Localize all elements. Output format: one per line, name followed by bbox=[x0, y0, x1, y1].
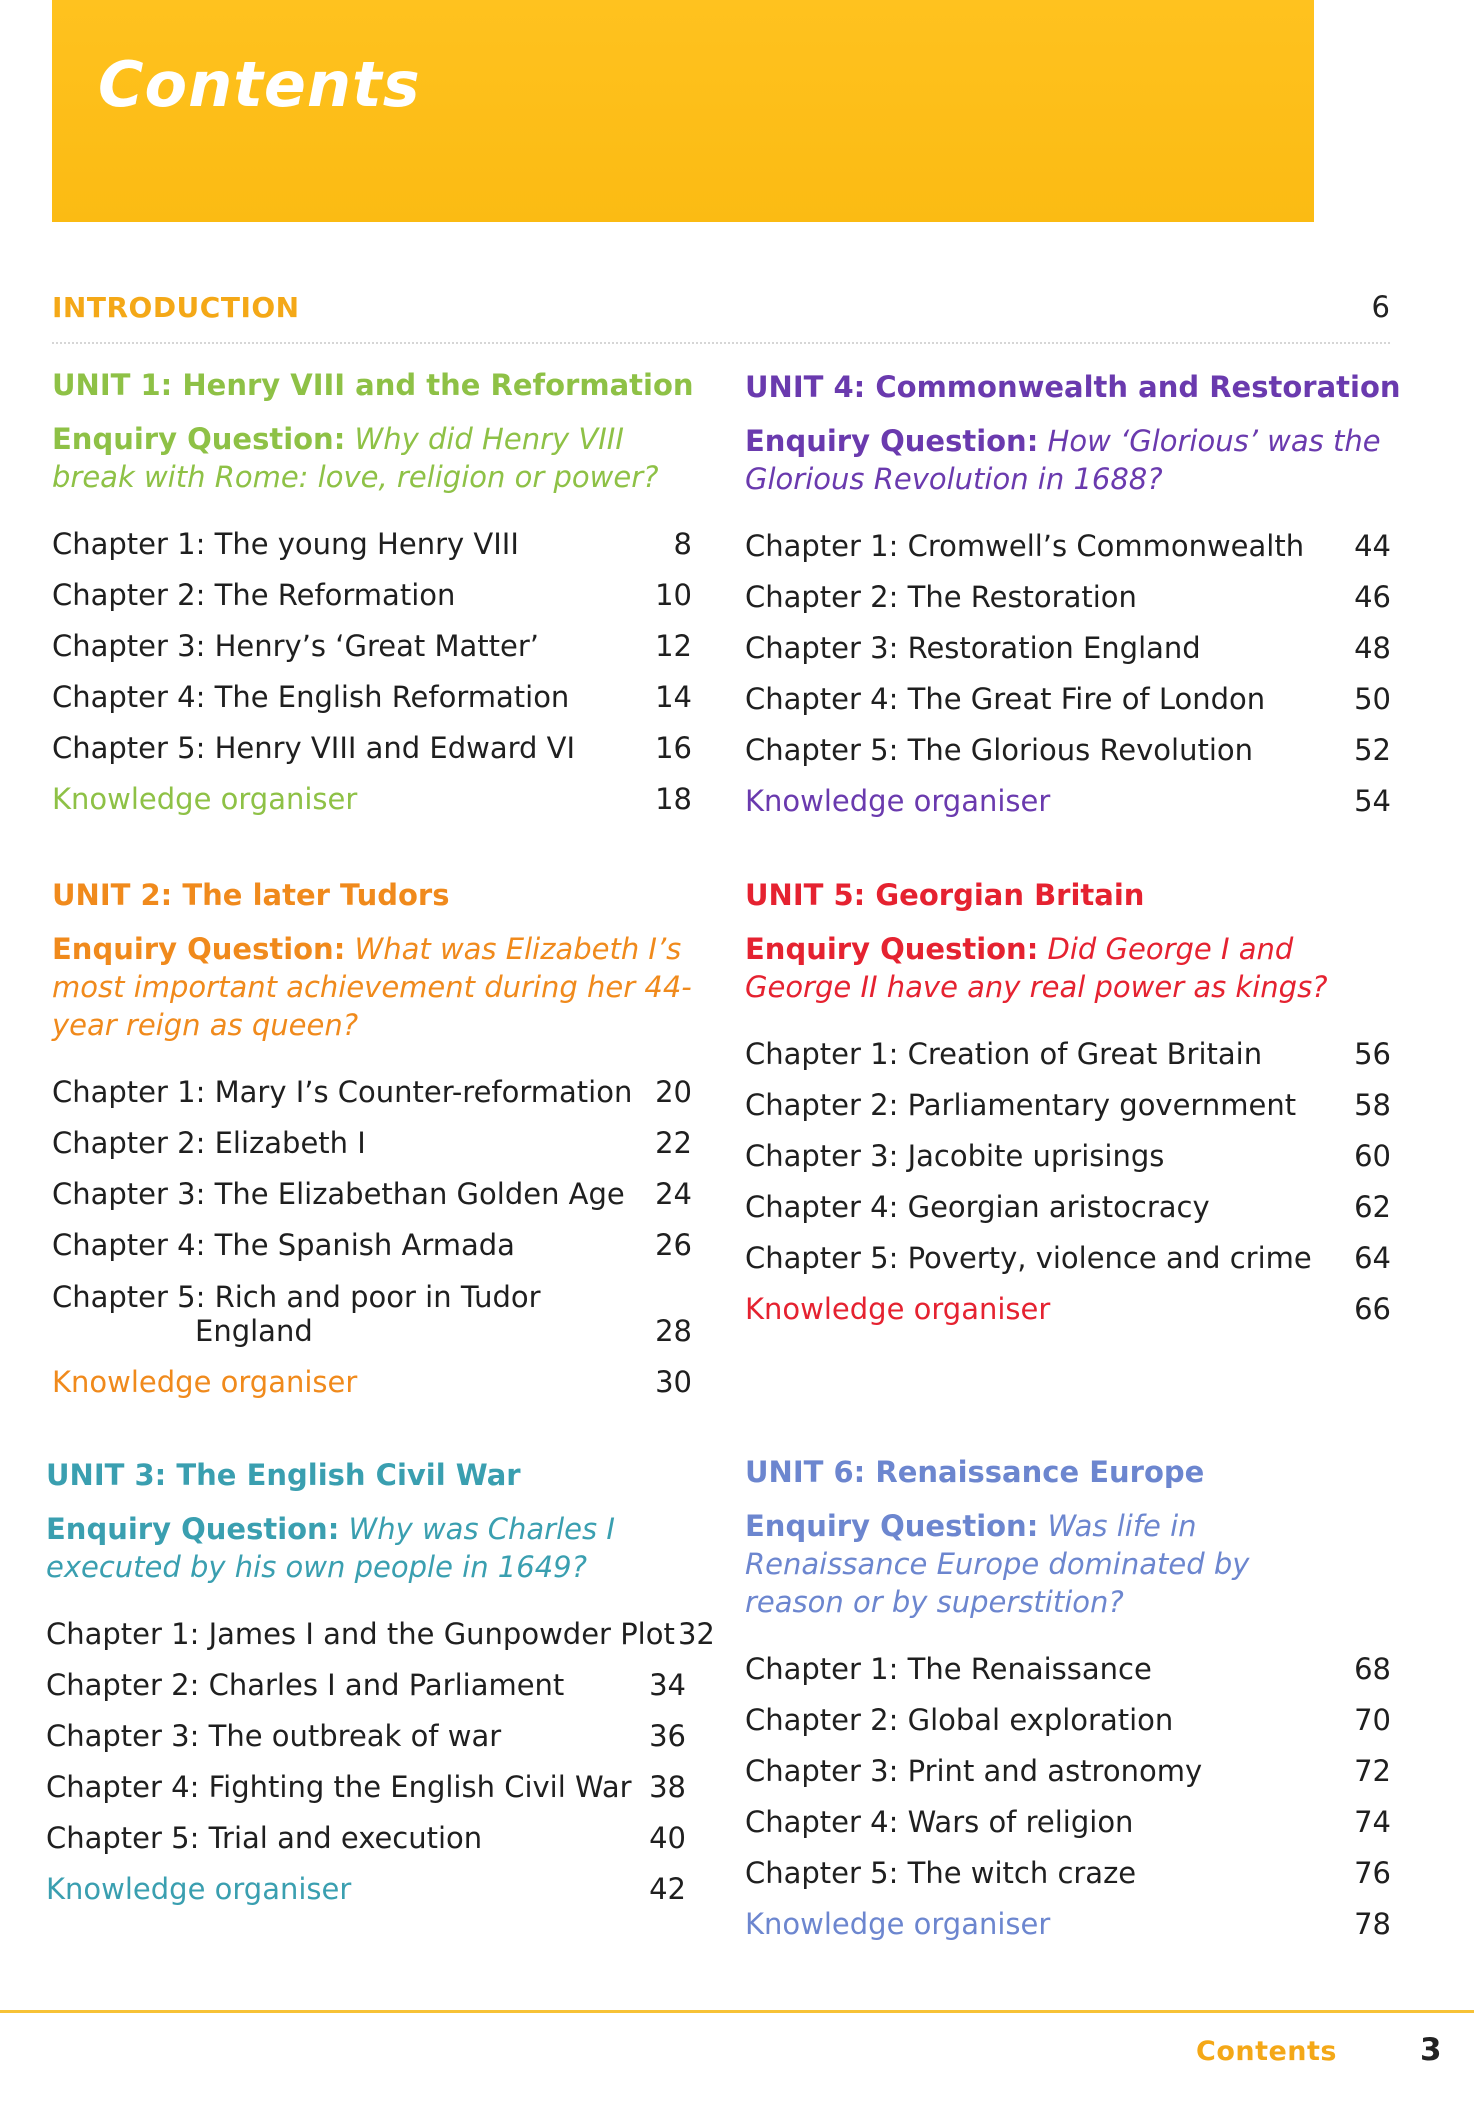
knowledge-organiser-row[interactable] bbox=[745, 1275, 1391, 1326]
knowledge-organiser-page: 66 bbox=[1354, 1292, 1391, 1326]
chapter-title: Chapter 3: The outbreak of war bbox=[46, 1719, 502, 1753]
knowledge-organiser-label: Knowledge organiser bbox=[745, 784, 1051, 818]
enquiry-text: Why did Henry VIII break with Rome: love, religion or power? bbox=[52, 422, 659, 494]
chapter-page: 24 bbox=[655, 1177, 692, 1211]
enquiry-text: Why was Charles I executed by his own people in 1649? bbox=[46, 1512, 615, 1584]
chapter-title: Chapter 1: Mary I’s Counter-reformation bbox=[52, 1075, 633, 1109]
enquiry-question bbox=[745, 1507, 1265, 1621]
chapter-row[interactable] bbox=[46, 1702, 686, 1753]
chapter-title: Chapter 2: Charles I and Parliament bbox=[46, 1668, 565, 1702]
chapter-page: 40 bbox=[649, 1821, 686, 1855]
knowledge-organiser-row[interactable] bbox=[745, 1890, 1391, 1941]
chapter-title: Chapter 2: Global exploration bbox=[745, 1703, 1174, 1737]
unit-title: The later Tudors bbox=[182, 878, 450, 912]
chapter-title-line1: Chapter 5: Rich and poor in Tudor bbox=[52, 1280, 541, 1314]
unit-heading bbox=[745, 370, 1401, 404]
chapter-page: 26 bbox=[655, 1228, 692, 1262]
chapter-row[interactable] bbox=[52, 663, 692, 714]
chapter-title: Chapter 5: Henry VIII and Edward VI bbox=[52, 731, 576, 765]
enquiry-label: Enquiry Question: bbox=[745, 424, 1039, 458]
chapter-page: 68 bbox=[1354, 1652, 1391, 1686]
unit-number: UNIT 1: bbox=[52, 368, 173, 402]
unit-heading bbox=[745, 878, 1391, 912]
unit-5-section bbox=[745, 878, 1391, 1326]
chapter-page: 50 bbox=[1354, 682, 1391, 716]
knowledge-organiser-label: Knowledge organiser bbox=[745, 1292, 1051, 1326]
chapter-row[interactable] bbox=[52, 1211, 692, 1262]
unit-number: UNIT 3: bbox=[46, 1458, 167, 1492]
knowledge-organiser-row[interactable] bbox=[52, 765, 692, 816]
chapter-title: Chapter 4: Wars of religion bbox=[745, 1805, 1134, 1839]
chapter-row[interactable] bbox=[52, 714, 692, 765]
unit-2-section bbox=[52, 878, 692, 1399]
unit-heading bbox=[52, 368, 692, 402]
chapter-row[interactable] bbox=[52, 510, 692, 561]
chapter-page: 36 bbox=[649, 1719, 686, 1753]
chapter-row[interactable] bbox=[745, 1686, 1391, 1737]
chapter-row[interactable] bbox=[52, 612, 692, 663]
chapter-page: 46 bbox=[1354, 580, 1391, 614]
chapter-row[interactable] bbox=[52, 1160, 692, 1211]
chapter-row[interactable] bbox=[46, 1651, 686, 1702]
chapter-title: Chapter 2: The Reformation bbox=[52, 578, 456, 612]
chapter-page: 14 bbox=[655, 680, 692, 714]
unit-number: UNIT 6: bbox=[745, 1455, 866, 1489]
knowledge-organiser-label: Knowledge organiser bbox=[52, 782, 358, 816]
chapter-row[interactable] bbox=[745, 1122, 1391, 1173]
knowledge-organiser-row[interactable] bbox=[745, 767, 1391, 818]
chapter-row[interactable] bbox=[745, 1839, 1391, 1890]
chapter-title: Chapter 4: Georgian aristocracy bbox=[745, 1190, 1210, 1224]
chapter-title: Chapter 2: Parliamentary government bbox=[745, 1088, 1297, 1122]
chapter-title: Chapter 5: The witch craze bbox=[745, 1856, 1137, 1890]
page-number: 3 bbox=[1420, 2032, 1442, 2068]
chapter-row[interactable] bbox=[52, 1109, 692, 1160]
chapter-title: Chapter 1: Cromwell’s Commonwealth bbox=[745, 529, 1305, 563]
chapter-page: 10 bbox=[655, 578, 692, 612]
chapter-page: 28 bbox=[655, 1314, 692, 1348]
chapter-page: 44 bbox=[1354, 529, 1391, 563]
enquiry-label: Enquiry Question: bbox=[52, 422, 346, 456]
knowledge-organiser-page: 42 bbox=[649, 1872, 686, 1906]
enquiry-label: Enquiry Question: bbox=[745, 932, 1039, 966]
enquiry-question bbox=[46, 1510, 686, 1586]
chapter-title: Chapter 1: Creation of Great Britain bbox=[745, 1037, 1263, 1071]
chapter-page: 32 bbox=[677, 1617, 715, 1651]
chapter-title: Chapter 5: Trial and execution bbox=[46, 1821, 483, 1855]
chapter-row[interactable] bbox=[745, 563, 1391, 614]
unit-title: Henry VIII and the Reformation bbox=[182, 368, 694, 402]
chapter-page: 62 bbox=[1354, 1190, 1391, 1224]
chapter-page: 56 bbox=[1354, 1037, 1391, 1071]
chapter-title: Chapter 3: Print and astronomy bbox=[745, 1754, 1203, 1788]
chapter-row[interactable] bbox=[745, 1071, 1391, 1122]
chapter-title: Chapter 1: The Renaissance bbox=[745, 1652, 1152, 1686]
chapter-page: 12 bbox=[655, 629, 692, 663]
unit-1-section bbox=[52, 368, 692, 816]
unit-title: Georgian Britain bbox=[875, 878, 1145, 912]
chapter-title: Chapter 4: Fighting the English Civil War bbox=[46, 1770, 632, 1804]
knowledge-organiser-label: Knowledge organiser bbox=[46, 1872, 352, 1906]
dotted-divider bbox=[52, 342, 1390, 344]
introduction-row[interactable] bbox=[52, 290, 1390, 324]
unit-number: UNIT 2: bbox=[52, 878, 173, 912]
unit-title: The English Civil War bbox=[176, 1458, 521, 1492]
chapter-row[interactable] bbox=[52, 561, 692, 612]
chapter-row[interactable] bbox=[745, 1737, 1391, 1788]
unit-number: UNIT 5: bbox=[745, 878, 866, 912]
knowledge-organiser-page: 30 bbox=[655, 1365, 692, 1399]
introduction-page: 6 bbox=[1371, 290, 1390, 324]
knowledge-organiser-label: Knowledge organiser bbox=[52, 1365, 358, 1399]
chapter-title: Chapter 4: The Spanish Armada bbox=[52, 1228, 515, 1262]
chapter-row[interactable] bbox=[745, 1635, 1391, 1686]
enquiry-label: Enquiry Question: bbox=[745, 1509, 1039, 1543]
chapter-page: 64 bbox=[1354, 1241, 1391, 1275]
enquiry-text: Was life in Renaissance Europe dominated by reason or by superstition? bbox=[745, 1509, 1250, 1619]
chapter-title: Chapter 3: The Elizabethan Golden Age bbox=[52, 1177, 625, 1211]
unit-heading bbox=[52, 878, 692, 912]
knowledge-organiser-page: 54 bbox=[1354, 784, 1391, 818]
footer-rule bbox=[0, 2010, 1474, 2013]
chapter-page: 58 bbox=[1354, 1088, 1391, 1122]
chapter-page: 34 bbox=[649, 1668, 686, 1702]
chapter-row[interactable] bbox=[745, 512, 1391, 563]
chapter-row[interactable] bbox=[745, 1224, 1391, 1275]
chapter-row[interactable] bbox=[745, 1020, 1391, 1071]
chapter-title: Chapter 4: The English Reformation bbox=[52, 680, 570, 714]
chapter-row[interactable] bbox=[52, 1058, 692, 1109]
chapter-title: Chapter 5: Poverty, violence and crime bbox=[745, 1241, 1312, 1275]
chapter-page: 20 bbox=[655, 1075, 692, 1109]
enquiry-question bbox=[52, 930, 692, 1044]
chapter-title bbox=[52, 1280, 612, 1348]
enquiry-question bbox=[745, 422, 1391, 498]
chapter-title: Chapter 1: The young Henry VIII bbox=[52, 527, 519, 561]
chapter-title: Chapter 2: Elizabeth I bbox=[52, 1126, 366, 1160]
knowledge-organiser-row[interactable] bbox=[46, 1855, 686, 1906]
enquiry-label: Enquiry Question: bbox=[52, 932, 346, 966]
unit-heading bbox=[46, 1458, 686, 1492]
enquiry-text: How ‘Glorious’ was the Glorious Revolution in 1688? bbox=[745, 424, 1381, 496]
chapter-title: Chapter 3: Restoration England bbox=[745, 631, 1201, 665]
chapter-title: Chapter 3: Henry’s ‘Great Matter’ bbox=[52, 629, 539, 663]
enquiry-text: Did George I and George II have any real power as kings? bbox=[745, 932, 1328, 1004]
chapter-title: Chapter 3: Jacobite uprisings bbox=[745, 1139, 1165, 1173]
chapter-page: 22 bbox=[655, 1126, 692, 1160]
unit-3-section bbox=[46, 1458, 715, 1906]
chapter-row[interactable] bbox=[46, 1804, 686, 1855]
chapter-row[interactable] bbox=[745, 1173, 1391, 1224]
chapter-page: 60 bbox=[1354, 1139, 1391, 1173]
introduction-label: INTRODUCTION bbox=[52, 291, 300, 324]
enquiry-label: Enquiry Question: bbox=[46, 1512, 340, 1546]
chapter-page: 70 bbox=[1354, 1703, 1391, 1737]
chapter-row[interactable] bbox=[745, 614, 1391, 665]
chapter-page: 72 bbox=[1354, 1754, 1391, 1788]
enquiry-question bbox=[745, 930, 1391, 1006]
chapter-row[interactable] bbox=[46, 1753, 686, 1804]
footer-section-label: Contents bbox=[1196, 2036, 1338, 2067]
unit-title: Renaissance Europe bbox=[875, 1455, 1205, 1489]
knowledge-organiser-page: 78 bbox=[1354, 1907, 1391, 1941]
chapter-title: Chapter 5: The Glorious Revolution bbox=[745, 733, 1254, 767]
chapter-page: 38 bbox=[649, 1770, 686, 1804]
enquiry-text: What was Elizabeth I’s most important achievement during her 44-year reign as queen? bbox=[52, 932, 692, 1042]
chapter-title: Chapter 1: James I and the Gunpowder Plot bbox=[46, 1617, 675, 1651]
chapter-page: 76 bbox=[1354, 1856, 1391, 1890]
chapter-page: 16 bbox=[655, 731, 692, 765]
title-banner bbox=[52, 0, 1314, 222]
chapter-row[interactable] bbox=[52, 1262, 692, 1348]
chapter-row[interactable] bbox=[745, 1788, 1391, 1839]
chapter-title: Chapter 4: The Great Fire of London bbox=[745, 682, 1266, 716]
knowledge-organiser-row[interactable] bbox=[52, 1348, 692, 1399]
unit-title: Commonwealth and Restoration bbox=[875, 370, 1401, 404]
chapter-page: 48 bbox=[1354, 631, 1391, 665]
knowledge-organiser-page: 18 bbox=[655, 782, 692, 816]
enquiry-question bbox=[52, 420, 692, 496]
chapter-row[interactable] bbox=[46, 1600, 715, 1651]
chapter-page: 8 bbox=[673, 527, 692, 561]
page-title: Contents bbox=[98, 48, 421, 121]
unit-number: UNIT 4: bbox=[745, 370, 866, 404]
chapter-row[interactable] bbox=[745, 716, 1391, 767]
chapter-title-line2: England bbox=[195, 1314, 313, 1348]
chapter-page: 74 bbox=[1354, 1805, 1391, 1839]
unit-4-section bbox=[745, 370, 1401, 818]
unit-6-section bbox=[745, 1455, 1391, 1941]
knowledge-organiser-label: Knowledge organiser bbox=[745, 1907, 1051, 1941]
chapter-title: Chapter 2: The Restoration bbox=[745, 580, 1137, 614]
chapter-page: 52 bbox=[1354, 733, 1391, 767]
chapter-row[interactable] bbox=[745, 665, 1391, 716]
unit-heading bbox=[745, 1455, 1391, 1489]
